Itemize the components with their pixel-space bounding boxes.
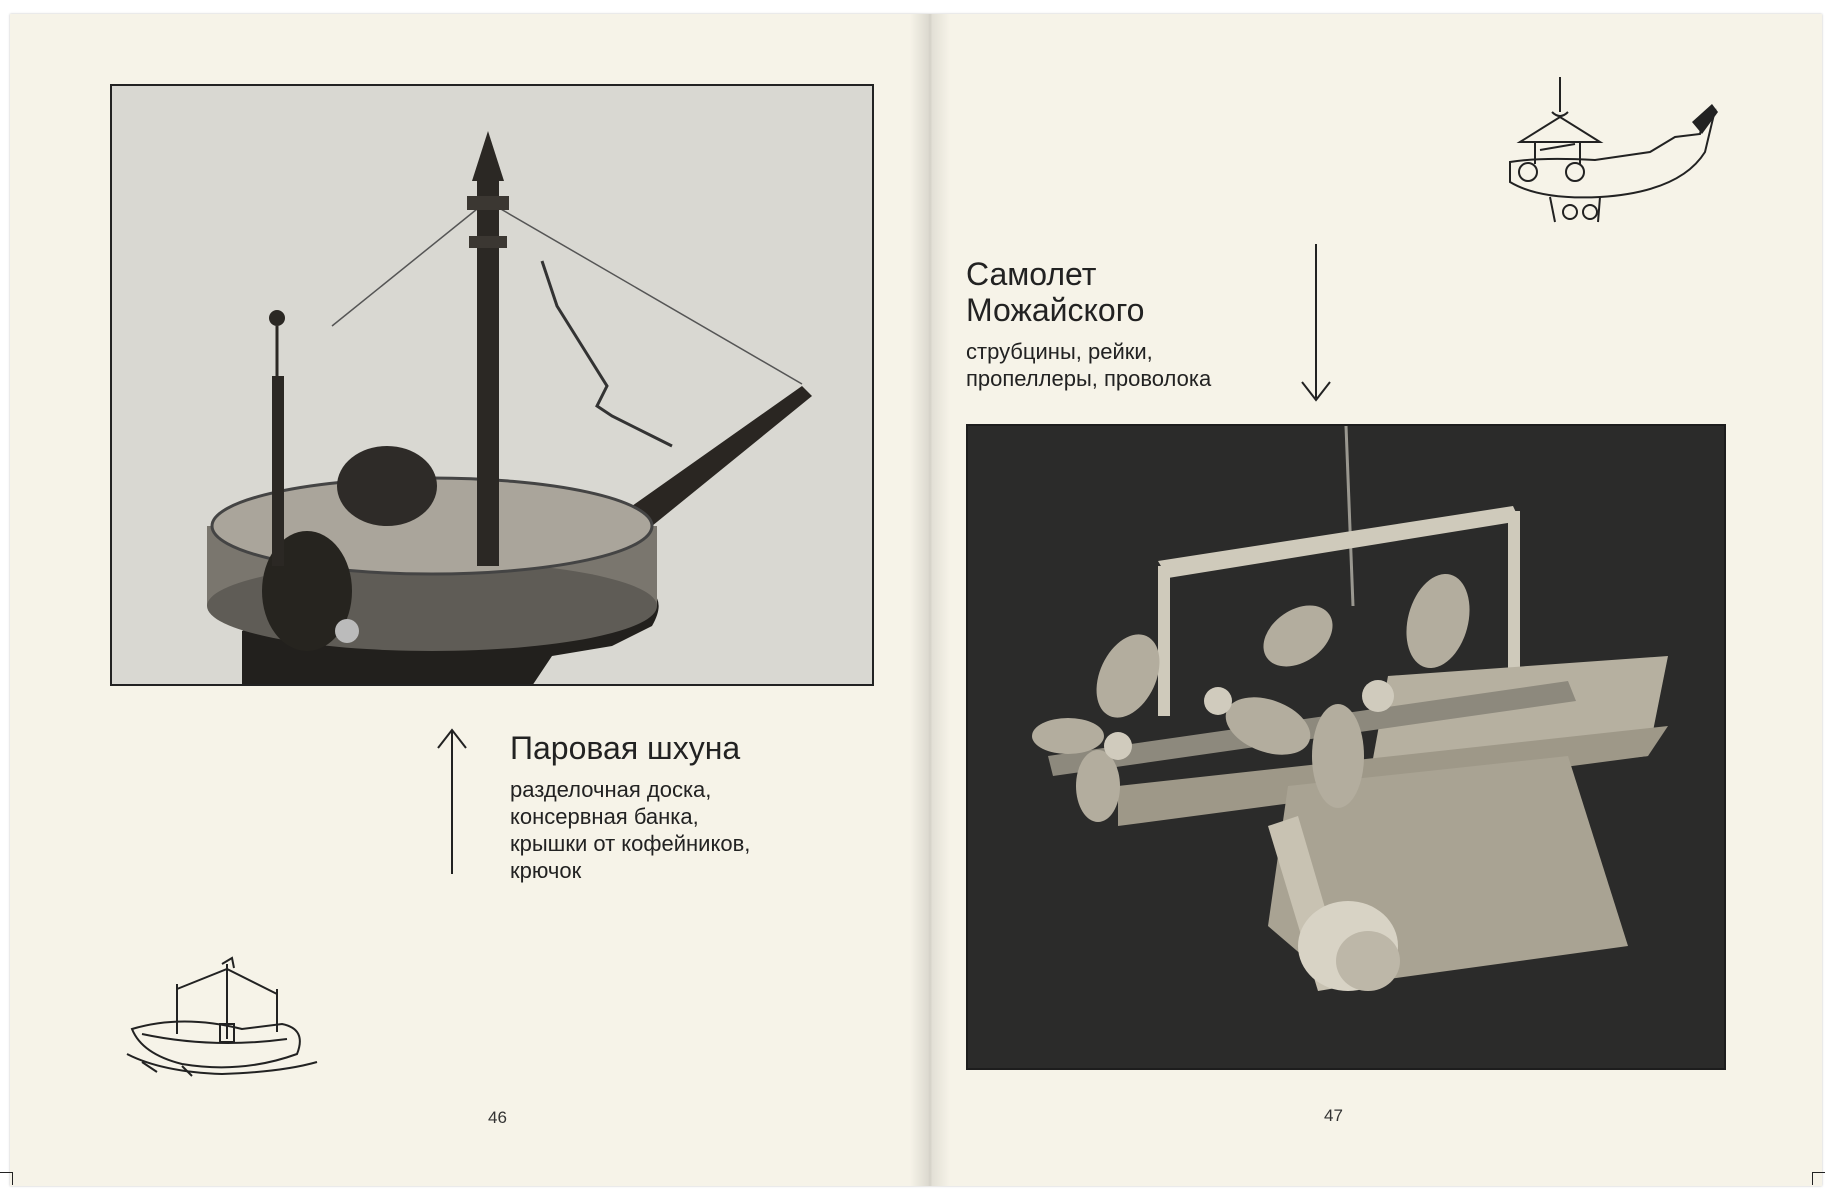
photo-steam-schooner [110, 84, 874, 686]
schooner-title: Паровая шхуна [510, 730, 741, 766]
page-left [10, 14, 920, 1186]
mozhaysky-airplane-toy-photo [968, 426, 1724, 1068]
title-line: Самолет [966, 256, 1097, 292]
ship-sketch-icon [122, 954, 332, 1084]
material-line: пропеллеры, проволока [966, 366, 1212, 391]
photo-mozhaysky-airplane [966, 424, 1726, 1070]
page-number-right: 47 [1324, 1106, 1343, 1125]
schooner-materials [510, 776, 750, 884]
title-line: Можайского [966, 292, 1145, 328]
page-right [920, 14, 1822, 1186]
airplane-title [966, 256, 1144, 328]
material-line: струбцины, рейки, [966, 339, 1153, 364]
page-number-left: 46 [488, 1108, 507, 1127]
book-spread [10, 14, 1822, 1186]
crop-mark-bottom-left [0, 1172, 13, 1185]
material-line: крючок [510, 858, 582, 883]
airplane-materials [966, 338, 1211, 392]
steam-schooner-toy-photo [112, 86, 872, 684]
crop-mark-bottom-right [1812, 1172, 1825, 1185]
material-line: консервная банка, [510, 804, 699, 829]
material-line: разделочная доска, [510, 777, 712, 802]
arrow-up-icon [436, 726, 468, 876]
arrow-down-icon [1300, 242, 1332, 404]
material-line: крышки от кофейников, [510, 831, 751, 856]
airplane-sketch-icon [1480, 72, 1720, 242]
